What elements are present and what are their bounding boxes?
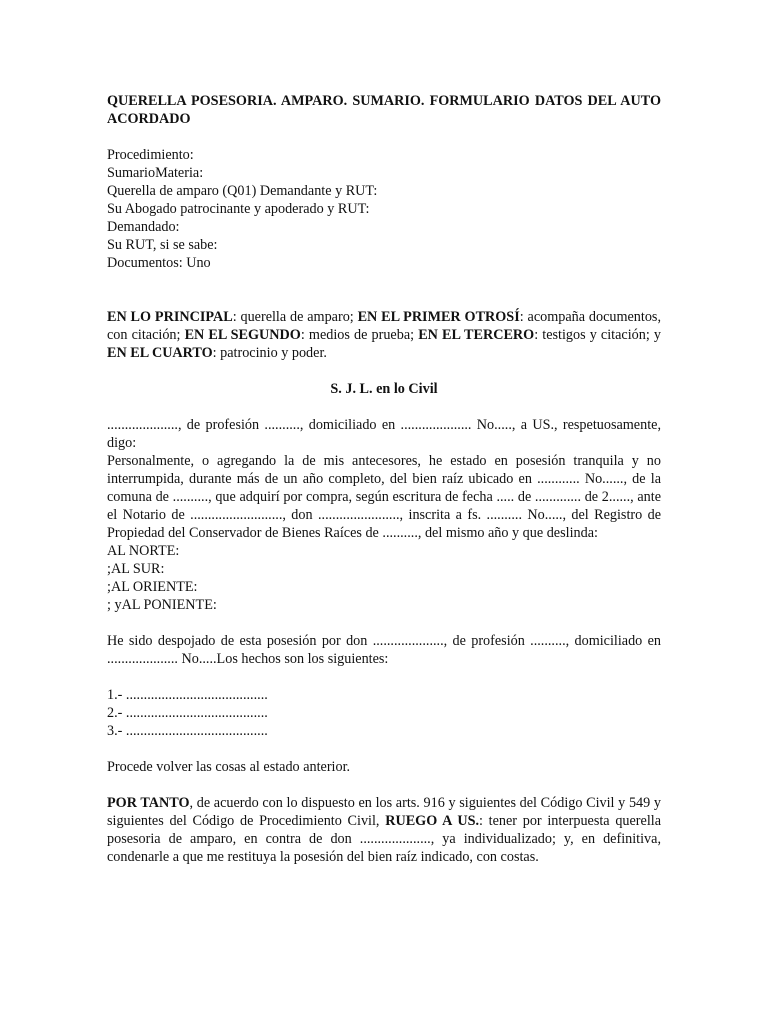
document-title: QUERELLA POSESORIA. AMPARO. SUMARIO. FORMULARIO DATOS DEL AUTO ACORDADO: [107, 93, 661, 127]
heading-tercero: EN EL TERCERO: [418, 327, 535, 343]
por-tanto-paragraph: POR TANTO, de acuerdo con lo dispuesto en los arts. 916 y siguientes del Código Civil y 549 y siguientes del Código de Procedimiento Civil, RUEGO A US.: tener por interpuesta querella posesoria de amparo, en contra de don ...................., ya individualizado; y, en definitiva, condenarle a que me restituya la posesión del bien raíz indicado, con costas.: [107, 795, 662, 865]
case-data-fields: [107, 146, 661, 272]
restore-paragraph: Procede volver las cosas al estado anterior.: [107, 759, 351, 775]
boundary-east: ;AL ORIENTE:: [107, 579, 198, 595]
boundary-west: ; yAL PONIENTE:: [107, 597, 217, 613]
field-abogado: Su Abogado patrocinante y apoderado y RUT:: [107, 201, 370, 217]
field-sumario-materia: SumarioMateria:: [107, 165, 204, 181]
boundary-south: ;AL SUR:: [107, 561, 165, 577]
court-heading: S. J. L. en lo Civil: [330, 381, 438, 397]
field-rut: Su RUT, si se sabe:: [107, 237, 218, 253]
fact-item-2: 2.- ........................................: [107, 705, 268, 721]
field-documentos: Documentos: Uno: [107, 255, 211, 271]
possession-paragraph: Personalmente, o agregando la de mis antecesores, he estado en posesión tranquila y no interrumpida, durante más de un año completo, del bien raíz ubicado en ............ No......, de la comuna de .........., que adquirí por compra, según escritura de fecha ..... de ............. de 2......, ante el Notario de .........................., don ......................., inscrita a fs. .......... No....., del Registro de Propiedad del Conservador de Bienes Raíces de .........., del mismo año y que deslinda:: [107, 453, 661, 541]
heading-primer-otrosi: EN EL PRIMER OTROSÍ: [357, 309, 520, 325]
boundaries-list: [107, 542, 661, 614]
field-demandante: Querella de amparo (Q01) Demandante y RUT:: [107, 183, 378, 199]
heading-principal: EN LO PRINCIPAL: [107, 309, 233, 325]
fact-item-3: 3.- ........................................: [107, 723, 268, 739]
field-demandado: Demandado:: [107, 219, 180, 235]
heading-ruego: RUEGO A US.: [385, 813, 480, 829]
dispossession-paragraph: He sido despojado de esta posesión por don ...................., de profesión .........., domiciliado en .................... No.....Los hechos son los siguientes:: [107, 633, 661, 667]
field-procedimiento: Procedimiento:: [107, 147, 194, 163]
boundary-north: AL NORTE:: [107, 543, 180, 559]
heading-segundo: EN EL SEGUNDO: [184, 327, 301, 343]
heading-por-tanto: POR TANTO: [107, 795, 190, 811]
fact-item-1: 1.- ........................................: [107, 687, 268, 703]
facts-list: [107, 686, 661, 740]
summary-paragraph: EN LO PRINCIPAL: querella de amparo; EN EL PRIMER OTROSÍ: acompaña documentos, con citación; EN EL SEGUNDO: medios de prueba; EN EL TERCERO: testigos y citación; y EN EL CUARTO: patrocinio y poder.: [107, 309, 661, 361]
intro-paragraph: ...................., de profesión .........., domiciliado en .................... No....., a US., respetuosamente, digo:: [107, 417, 661, 451]
heading-cuarto: EN EL CUARTO: [107, 345, 213, 361]
